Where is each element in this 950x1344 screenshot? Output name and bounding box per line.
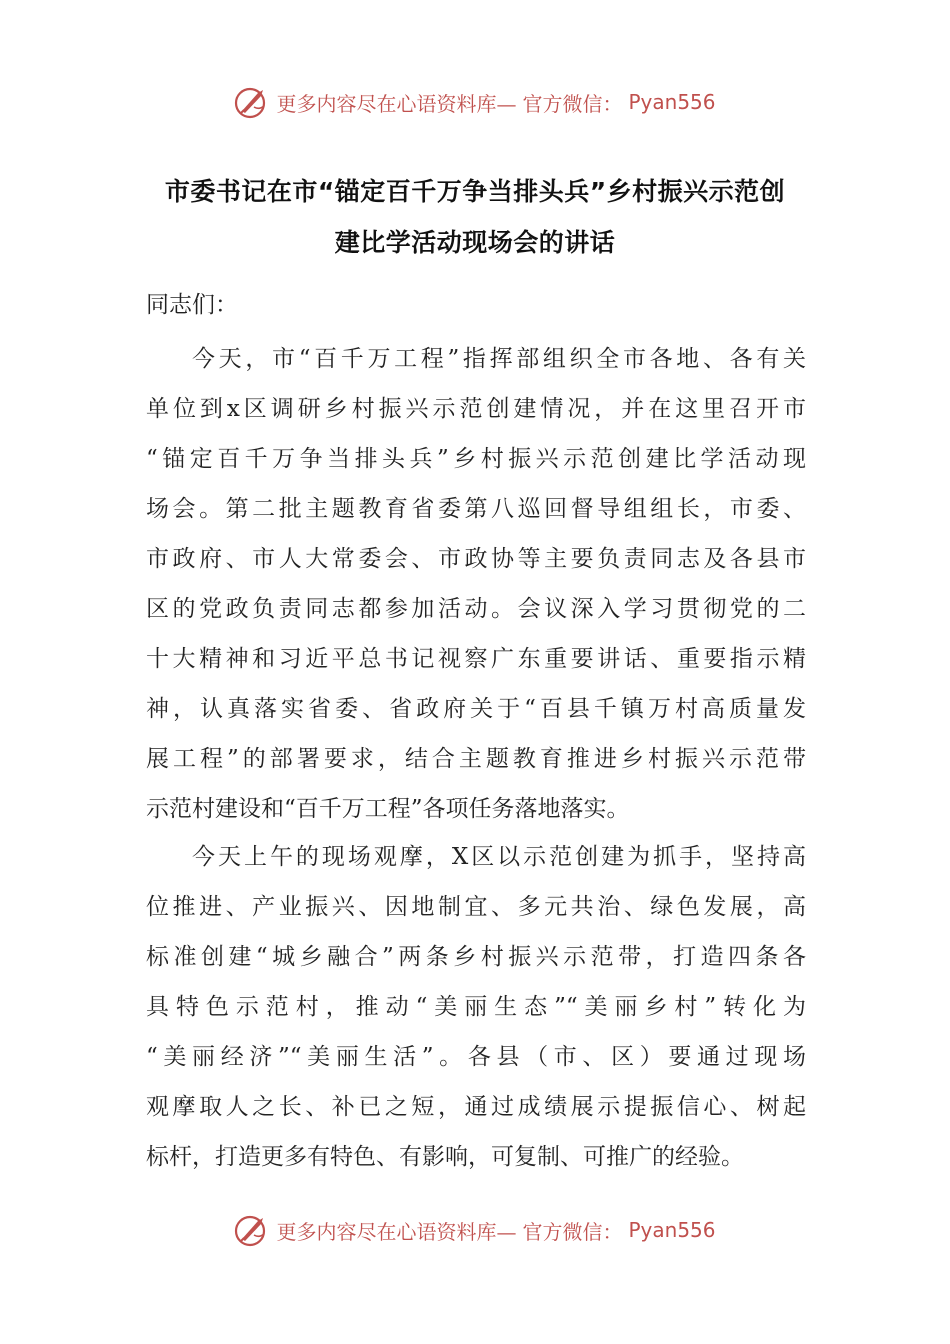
banner-wechat-id: Pyan556 <box>628 90 716 114</box>
paragraph-line: 标杆，打造更多有特色、有影响，可复制、可推广的经验。 <box>146 1144 744 1170</box>
banner-wechat-id: Pyan556 <box>628 1218 716 1242</box>
paragraph-line: “美丽经济”“美丽生活”。各县（市、区）要通过现场 <box>146 1044 806 1070</box>
header-watermark-banner <box>0 82 950 122</box>
paragraph-line: 具特色示范村，推动“美丽生态”“美丽乡村”转化为 <box>146 994 806 1020</box>
paragraph-line: 区的党政负责同志都参加活动。会议深入学习贯彻党的二 <box>146 596 806 622</box>
banner-brand-text: 更多内容尽在心语资料库— <box>276 91 517 116</box>
pen-logo-icon <box>234 1212 270 1248</box>
footer-watermark-banner <box>0 1210 950 1250</box>
pen-logo-icon <box>234 84 270 120</box>
paragraph-line: 单位到x区调研乡村振兴示范创建情况，并在这里召开市 <box>146 396 806 422</box>
paragraph-line: 位推进、产业振兴、因地制宜、多元共治、绿色发展，高 <box>146 894 806 920</box>
paragraph-line: 十大精神和习近平总书记视察广东重要讲话、重要指示精 <box>146 646 806 672</box>
paragraph-line: 标准创建“城乡融合”两条乡村振兴示范带，打造四条各 <box>146 944 806 970</box>
paragraph-line: 今天上午的现场观摩，X区以示范创建为抓手，坚持高 <box>192 844 806 870</box>
document-title-line-1: 市委书记在市“锚定百千万争当排头兵”乡村振兴示范创 <box>164 177 786 206</box>
paragraph-line: 场会。第二批主题教育省委第八巡回督导组组长，市委、 <box>146 496 806 522</box>
document-title-line-2: 建比学活动现场会的讲话 <box>334 228 616 257</box>
paragraph-line: 展工程”的部署要求，结合主题教育推进乡村振兴示范带 <box>146 746 806 772</box>
paragraph-line: 市政府、市人大常委会、市政协等主要负责同志及各县市 <box>146 546 806 572</box>
paragraph-line: 今天，市“百千万工程”指挥部组织全市各地、各有关 <box>192 346 806 372</box>
paragraph-line: 观摩取人之长、补已之短，通过成绩展示提振信心、树起 <box>146 1094 806 1120</box>
body-paragraph-1 <box>146 334 806 834</box>
banner-wechat-label: 官方微信： <box>522 1219 623 1244</box>
banner-brand-text: 更多内容尽在心语资料库— <box>276 1219 517 1244</box>
paragraph-line: 示范村建设和“百千万工程”各项任务落地落实。 <box>146 796 630 822</box>
body-paragraph-2 <box>146 832 806 1182</box>
banner-wechat-label: 官方微信： <box>522 91 623 116</box>
salutation: 同志们： <box>146 292 238 318</box>
paragraph-line: “锚定百千万争当排头兵”乡村振兴示范创建比学活动现 <box>146 446 806 472</box>
paragraph-line: 神，认真落实省委、省政府关于“百县千镇万村高质量发 <box>146 696 806 722</box>
